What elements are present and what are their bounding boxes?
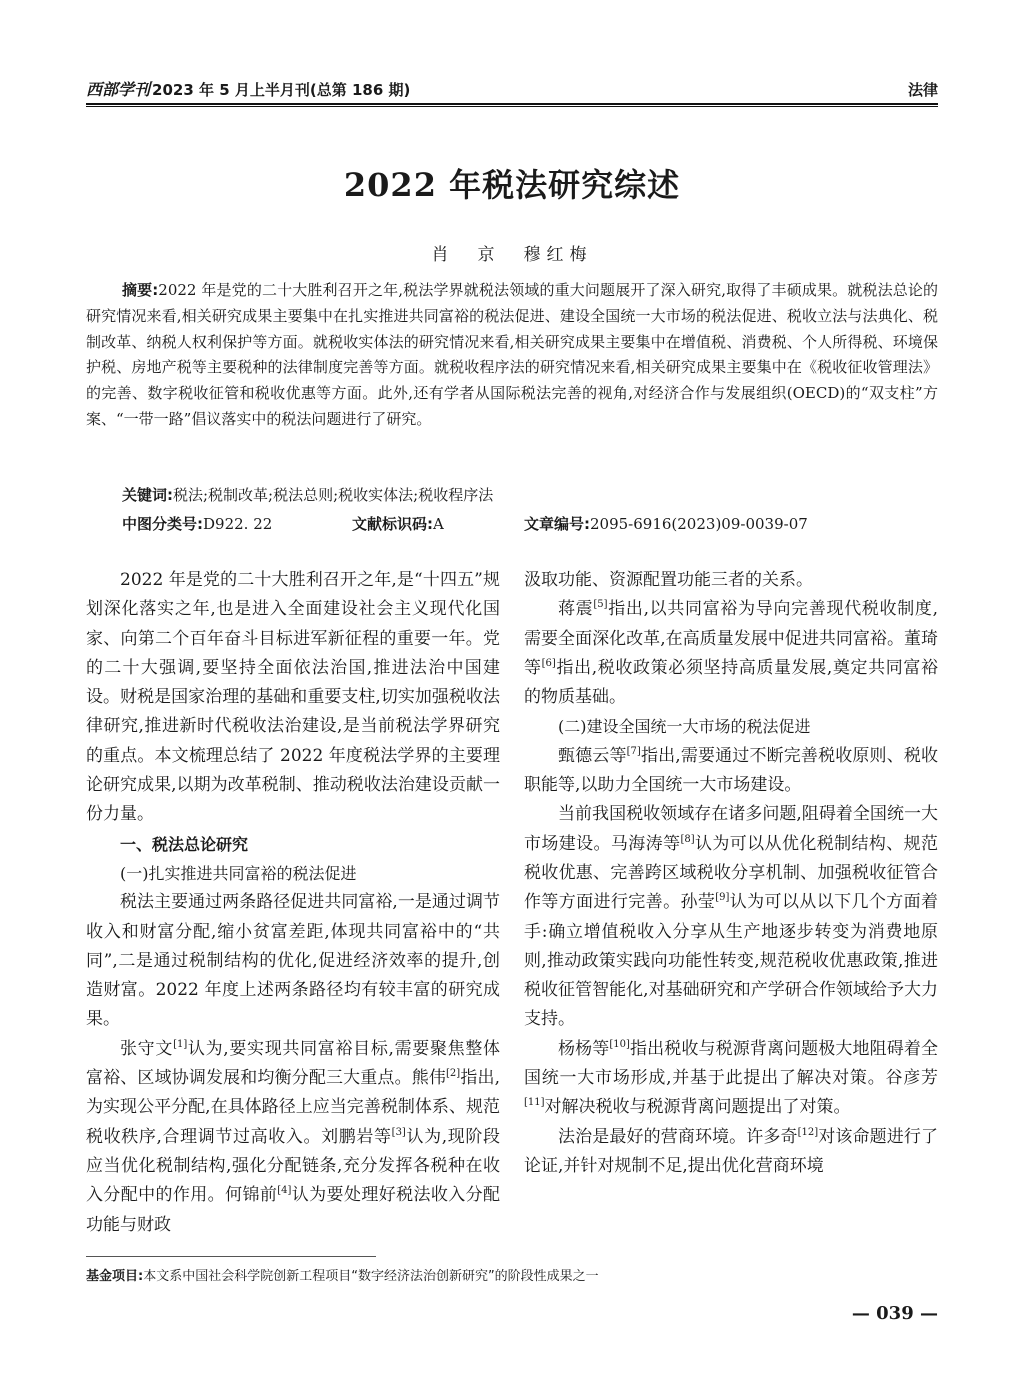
text-run: 指出,税收政策必须坚持高质量发展,奠定共同富裕的物质基础。 [524,657,939,708]
section-heading: 一、税法总论研究 [120,834,249,854]
text-run: 指出,以共同富裕为导向完善现代税收制度,需要全面深化改革,在高质量发展中促进共同富裕。董琦等 [524,599,939,678]
citation-ref[interactable]: [3] [391,1126,406,1138]
citation-ref[interactable]: [1] [173,1038,188,1050]
left-column [86,566,500,1240]
citation-ref[interactable]: [4] [277,1185,292,1197]
clc-item [122,512,272,536]
fund-label: 基金项目: [86,1269,144,1284]
abstract-label: 摘要: [122,281,159,299]
article-authors: 肖 京 穆红梅 [431,245,593,265]
text-run: 对解决税收与税源背离问题提出了对策。 [544,1097,851,1118]
doc-code-item [352,512,444,536]
text-run: 认为可以从以下几个方面着手:确立增值税收入分享从生产地逐步转变为消费地原则,推动政策实践向功能性转变,规范税收优惠政策,推进税收征管智能化,对基础研究和产学研合作领域给予大力支持。 [524,892,939,1030]
citation-ref[interactable]: [2] [446,1068,461,1080]
subsection-heading: (一)扎实推进共同富裕的税法促进 [120,863,357,883]
clc-value: D922. 22 [203,515,273,533]
running-header [86,72,938,100]
citation-ref[interactable]: [7] [626,745,641,757]
text-run: 甄德云等 [558,745,627,766]
keywords-label: 关键词: [122,486,173,504]
article-no-label: 文章编号: [524,515,590,533]
text-run: 认为,要实现共同富裕目标,需要聚焦整体富裕、区域协调发展和均衡分配三大重点。熊伟 [86,1038,501,1089]
paragraph: 2022 年是党的二十大胜利召开之年,是“十四五”规划深化落实之年,也是进入全面建设社会主义现代化国家、向第二个百年奋斗目标进军新征程的重要一年。党的二十大强调,要坚持全面依法治国,推进法治中国建设。财税是国家治理的基础和重要支柱,切实加强税收法律研究,推进新时代税收法治建设,是当前税法学界研究的重点。本文梳理总结了 2022 年度税法学界的主要理论研究成果,以期为改革税制、推动税收法治建设贡献一份力量。 [86,570,500,825]
clc-label: 中图分类号: [122,515,203,533]
footnote-rule [86,1256,376,1257]
doc-code-label: 文献标识码: [352,515,433,533]
page-number: — 039 — [851,1303,938,1324]
text-run: 认为可以从优化税制结构、规范税收优惠、完善跨区域税收分享机制、加强税收征管合作等方面进行完善。孙莹 [524,833,939,913]
header-left [86,77,410,100]
right-column [524,566,938,1181]
classification-line [122,512,938,536]
article-no-value: 2095-6916(2023)09-0039-07 [590,515,808,533]
section-label: 法律 [907,81,938,99]
text-run: 指出税收与税源背离问题极大地阻碍着全国统一大市场形成,并基于此提出了解决对策。谷彦芳 [524,1038,939,1089]
issue-info: 2023 年 5 月上半月刊(总第 186 期) [152,81,411,99]
citation-ref[interactable]: [9] [715,892,730,904]
citation-ref[interactable]: [5] [593,599,608,611]
text-run: 当前我国税收领域存在诸多问题,阻碍着全国统一大市场建设。马海涛等 [524,804,938,854]
citation-ref[interactable]: [11] [524,1097,545,1109]
fund-text: 本文系中国社会科学院创新工程项目“数字经济法治创新研究”的阶段性成果之一 [143,1269,599,1284]
paragraph [524,1035,938,1123]
text-run: 指出,需要通过不断完善税收原则、税收职能等,以助力全国统一大市场建设。 [524,745,938,796]
text-run: 张守文 [120,1038,174,1059]
abstract [86,278,938,433]
text-run: 杨杨等 [558,1038,610,1059]
subsection-heading: (二)建设全国统一大市场的税法促进 [558,717,811,737]
header-rule [86,103,938,105]
text-run: 认为,现阶段应当优化税制结构,强化分配链条,充分发挥各税种在收入分配中的作用。何锦前 [86,1126,501,1206]
abstract-text: 2022 年是党的二十大胜利召开之年,税法学界就税法领域的重大问题展开了深入研究,取得了丰硕成果。就税法总论的研究情况来看,相关研究成果主要集中在扎实推进共同富裕的税法促进、建设全国统一大市场的税法促进、税收立法与法典化、税制改革、纳税人权利保护等方面。就税收实体法的研究情况来看,相关研究成果主要集中在增值税、消费税、个人所得税、环境保护税、房地产税等主要税种的法律制度完善等方面。就税收程序法的研究情况来看,相关研究成果主要集中在《税收征收管理法》的完善、数字税收征管和税收优惠等方面。此外,还有学者从国际税法完善的视角,对经济合作与发展组织(OECD)的“双支柱”方案、“一带一路”倡议落实中的税法问题进行了研究。 [86,281,939,428]
paragraph [524,742,938,801]
article-no-item [524,512,808,536]
citation-ref[interactable]: [6] [541,657,556,669]
keywords-text: 税法;税制改革;税法总则;税收实体法;税收程序法 [173,486,494,504]
paragraph [524,800,938,1034]
fund-footnote [86,1267,938,1287]
paragraph: 汲取功能、资源配置功能三者的关系。 [524,570,813,590]
doc-code-value: A [433,515,444,533]
text-run: 指出,为实现公平分配,在具体路径上应当完善税制体系、规范税收秩序,合理调节过高收入。刘鹏岩等 [86,1068,501,1147]
paragraph: 税法主要通过两条路径促进共同富裕,一是通过调节收入和财富分配,缩小贫富差距,体现共同富裕中的“共同”,二是通过税制结构的优化,促进经济效率的提升,创造财富。2022 年度上述两条路径均有较丰富的研究成果。 [86,892,500,1030]
paragraph [524,595,938,712]
keywords [122,483,938,507]
text-run: 法治是最好的营商环境。许多奇 [558,1126,798,1147]
header-rule-thin [86,106,938,107]
journal-logo: 西部学刊 [86,80,151,99]
paragraph [524,1123,938,1182]
text-run: 蒋震 [558,599,594,620]
citation-ref[interactable]: [8] [680,833,695,845]
paragraph [86,1035,500,1240]
citation-ref[interactable]: [12] [797,1126,819,1138]
text-run: 对该命题进行了论证,并针对规制不足,提出优化营商环境 [524,1126,939,1176]
text-run: 认为要处理好税法收入分配功能与财政 [86,1185,501,1235]
article-title: 2022 年税法研究综述 [343,166,681,204]
citation-ref[interactable]: [10] [609,1038,630,1050]
